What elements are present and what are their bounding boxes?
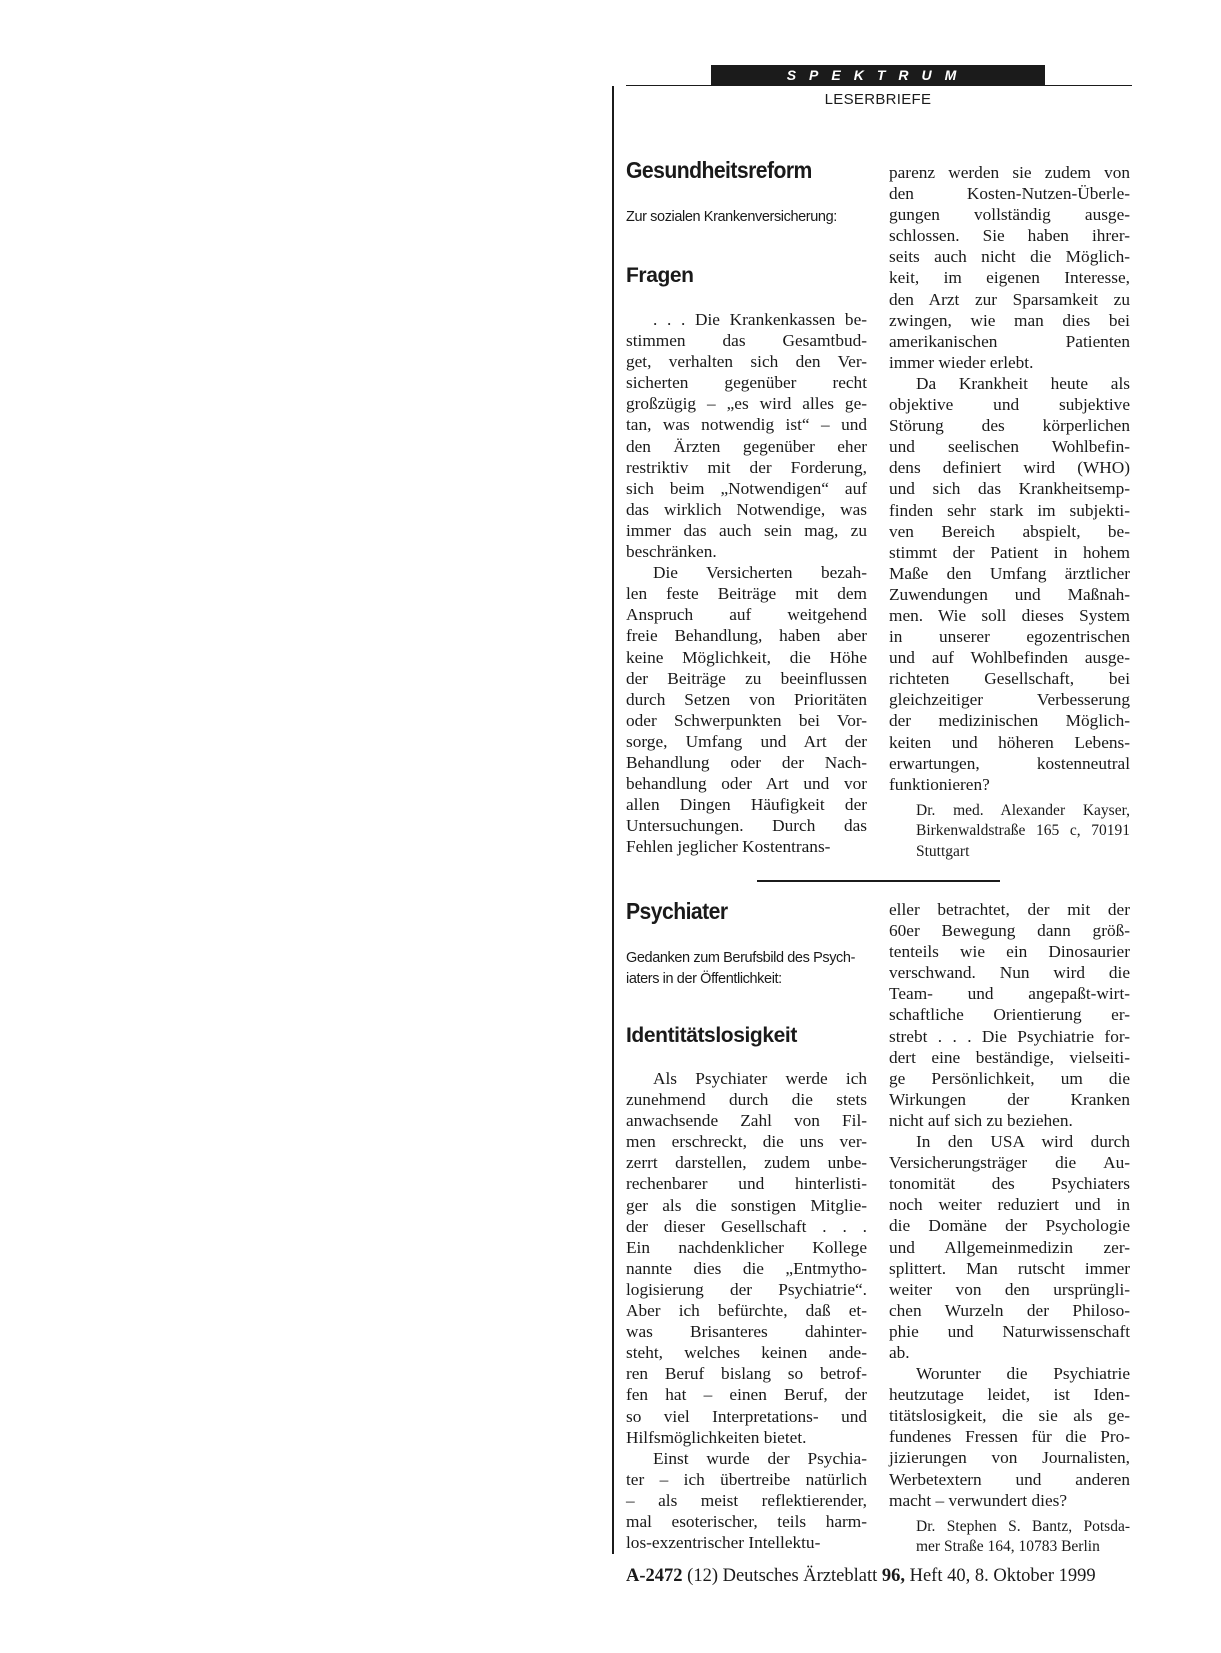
article2-column-1 (626, 1068, 867, 1553)
page-number: (12) (687, 1566, 718, 1586)
text-line: strebt . . . Die Psychiatrie for- (889, 1026, 1130, 1046)
text-line: anwachsende Zahl von Fil- (626, 1111, 867, 1131)
text-line: Behandlung oder der Nach- (626, 752, 867, 772)
text-line: behandlung oder Art und vor (626, 774, 867, 794)
letter-signature (889, 1517, 1130, 1558)
text-line: Einst wurde der Psychia- (653, 1448, 867, 1468)
text-line: Versicherungsträger die Au- (889, 1153, 1130, 1173)
text-line: Als Psychiater werde ich (653, 1069, 867, 1088)
text-line: fen hat – einen Beruf, der (626, 1385, 867, 1405)
text-line: ter – ich übertreibe natürlich (626, 1469, 867, 1489)
article2-letter-title: Identitätslosigkeit (626, 1024, 797, 1047)
text-line: der medizinischen Möglich- (889, 711, 1130, 731)
article2-subtitle-line: Gedanken zum Berufsbild des Psych- (626, 950, 855, 966)
text-line: fundenes Fressen für die Pro- (889, 1427, 1130, 1447)
text-line: oder Schwerpunkten bei Vor- (626, 710, 867, 730)
text-line: Die Versicherten bezah- (653, 563, 867, 583)
text-line: das wirklich Notwendige, was (626, 499, 867, 519)
text-line: jizierungen von Journalisten, (889, 1448, 1130, 1468)
text-line: parenz werden sie zudem von (889, 163, 1130, 182)
article1-title: Gesundheitsreform (626, 157, 812, 183)
text-line: stimmt der Patient in hohem (889, 542, 1130, 562)
text-line: zunehmend durch die stets (626, 1090, 867, 1110)
text-line: immer wieder erlebt. (889, 352, 1034, 372)
text-line: keit, im eigenen Interesse, (889, 268, 1130, 288)
text-line: restriktiv mit der Forderung, (626, 457, 867, 477)
text-line: Da Krankheit heute als (916, 373, 1130, 393)
text-line: freie Behandlung, haben aber (626, 626, 867, 646)
text-line: los-exzentrischer Intellektu- (626, 1533, 821, 1553)
text-line: ven Bereich abspielt, be- (889, 521, 1130, 541)
text-line: – als meist reflektierender, (626, 1490, 867, 1510)
text-line: ab. (889, 1342, 910, 1362)
text-line: den Kosten-Nutzen-Überle- (889, 184, 1130, 204)
text-line: Zuwendungen und Maßnah- (889, 584, 1130, 604)
text-line: 60er Bewegung dann größ- (889, 921, 1130, 941)
article-divider (757, 880, 1000, 882)
article2-title: Psychiater (626, 898, 728, 924)
text-line: so viel Interpretations- und (626, 1406, 867, 1426)
article1-column-2 (889, 162, 1130, 862)
text-line: In den USA wird durch (916, 1132, 1130, 1152)
text-line: verschwand. Nun wird die (889, 963, 1130, 983)
text-line: sicherten gegenüber recht (626, 373, 867, 393)
text-line: weiter von den ursprüngli- (889, 1279, 1130, 1299)
page-code: A-2472 (626, 1566, 683, 1586)
text-line: get, verhalten sich den Ver- (626, 352, 867, 372)
article1-letter-title: Fragen (626, 264, 694, 287)
text-line: amerikanischen Patienten (889, 331, 1130, 351)
article2-subtitle (626, 948, 868, 990)
text-line: schlossen. Sie haben ihrer- (889, 226, 1130, 246)
section-label: LESERBRIEFE (824, 91, 932, 108)
text-line: len feste Beiträge mit dem (626, 584, 867, 604)
text-line: . . . Die Krankenkassen be- (653, 310, 867, 329)
text-line: was Brisanteres dahinter- (626, 1322, 867, 1342)
text-line: keine Möglichkeit, die Höhe (626, 647, 867, 667)
text-line: sich beim „Notwendigen“ auf (626, 478, 867, 498)
text-line: Team- und angepaßt-wirt- (889, 984, 1130, 1004)
text-line: Fehlen jeglicher Kostentrans- (626, 837, 831, 857)
signature-line: Dr. med. Alexander Kayser, (916, 801, 1130, 819)
text-line: in unserer egozentrischen (889, 627, 1130, 647)
text-line: der dieser Gesellschaft . . . (626, 1216, 867, 1236)
article2-column-2 (889, 899, 1130, 1558)
text-line: objektive und subjektive (889, 395, 1130, 415)
text-line: splittert. Man rutscht immer (889, 1258, 1130, 1278)
text-line: Werbetextern und anderen (889, 1469, 1130, 1489)
text-line: schaftliche Orientierung er- (889, 1005, 1130, 1025)
signature-line: Stuttgart (916, 842, 970, 860)
text-line: und auf Wohlbefinden ausge- (889, 648, 1130, 668)
text-line: den Arzt zur Sparsamkeit zu (889, 289, 1130, 309)
text-line: nannte dies die „Entmytho- (626, 1258, 867, 1278)
text-line: allen Dingen Häufigkeit der (626, 795, 867, 815)
text-line: die Domäne der Psychologie (889, 1216, 1130, 1236)
text-line: steht, welches keinen ande- (626, 1343, 867, 1363)
text-line: chen Wurzeln der Philoso- (889, 1300, 1130, 1320)
text-line: Aber ich befürchte, daß et- (626, 1301, 867, 1321)
text-line: Ein nachdenklicher Kollege (626, 1237, 867, 1257)
page-footer (626, 1566, 1151, 1587)
text-line: eller betrachtet, der mit der (889, 900, 1130, 919)
text-line: nicht auf sich zu beziehen. (889, 1110, 1073, 1130)
text-line: ren Beruf bislang so betrof- (626, 1364, 867, 1384)
text-line: Maße den Umfang ärztlicher (889, 563, 1130, 583)
letter-signature (889, 801, 1130, 863)
text-line: men. Wie soll dieses System (889, 605, 1130, 625)
text-line: ger als die sonstigen Mitglie- (626, 1195, 867, 1215)
text-line: heutzutage leidet, ist Iden- (889, 1385, 1130, 1405)
text-line: zwingen, wie man dies bei (889, 310, 1130, 330)
header-rule (626, 85, 1132, 86)
text-line: zerrt darstellen, zudem unbe- (626, 1153, 867, 1173)
text-line: Hilfsmöglichkeiten bietet. (626, 1427, 807, 1447)
signature-line: Birkenwaldstraße 165 c, 70191 (916, 822, 1130, 840)
text-line: tan, was notwendig ist“ – und (626, 415, 867, 435)
text-line: phie und Naturwissenschaft (889, 1321, 1130, 1341)
text-line: noch weiter reduziert und in (889, 1195, 1130, 1215)
text-line: men erschreckt, die uns ver- (626, 1132, 867, 1152)
text-line: dert eine beständige, vielseiti- (889, 1047, 1130, 1067)
text-line: funktionieren? (889, 774, 990, 794)
text-line: Wirkungen der Kranken (889, 1089, 1130, 1109)
text-line: und seelischen Wohlbefin- (889, 437, 1130, 457)
text-line: titätslosigkeit, die sie als ge- (889, 1406, 1130, 1426)
text-line: macht – verwundert dies? (889, 1490, 1068, 1510)
text-line: seits auch nicht die Möglich- (889, 247, 1130, 267)
text-line: dens definiert wird (WHO) (889, 458, 1130, 478)
text-line: den Ärzten gegenüber eher (626, 436, 867, 456)
journal-name: Deutsches Ärzteblatt (722, 1566, 878, 1586)
text-line: ge Persönlichkeit, um die (889, 1068, 1130, 1088)
text-line: richteten Gesellschaft, bei (889, 669, 1130, 689)
article1-subtitle (626, 207, 868, 228)
text-line: beschränken. (626, 542, 717, 562)
text-line: Anspruch auf weitgehend (626, 605, 867, 625)
issue-date: Heft 40, 8. Oktober 1999 (909, 1566, 1096, 1586)
text-line: tonomität des Psychiaters (889, 1174, 1130, 1194)
text-line: finden sehr stark im subjekti- (889, 500, 1130, 520)
column-rule (612, 86, 614, 1554)
text-line: Untersuchungen. Durch das (626, 816, 867, 836)
article1-column-1 (626, 309, 867, 857)
text-line: gleichzeitiger Verbesserung (889, 690, 1130, 710)
text-line: immer das auch sein mag, zu (626, 520, 867, 540)
text-line: durch Setzen von Prioritäten (626, 689, 867, 709)
text-line: logisierung der Psychiatrie“. (626, 1279, 867, 1299)
text-line: Störung des körperlichen (889, 416, 1130, 436)
article1-subtitle-line: Zur sozialen Krankenversicherung: (626, 209, 837, 225)
text-line: sorge, Umfang und Art der (626, 731, 867, 751)
signature-line: Dr. Stephen S. Bantz, Potsda- (916, 1517, 1130, 1535)
signature-line: mer Straße 164, 10783 Berlin (916, 1538, 1100, 1556)
text-line: keiten und höheren Lebens- (889, 732, 1130, 752)
text-line: großzügig – „es wird alles ge- (626, 394, 867, 414)
text-line: rechenbarer und hinterlisti- (626, 1174, 867, 1194)
text-line: der Beiträge zu beeinflussen (626, 668, 867, 688)
section-banner: SPEKTRUM (711, 65, 1045, 85)
journal-volume: 96, (881, 1566, 905, 1586)
text-line: und sich das Krankheitsemp- (889, 479, 1130, 499)
article2-subtitle-line: iaters in der Öffentlichkeit: (626, 971, 782, 987)
text-line: tenteils wie ein Dinosaurier (889, 942, 1130, 962)
text-line: Worunter die Psychiatrie (916, 1364, 1130, 1384)
text-line: und Allgemeinmedizin zer- (889, 1237, 1130, 1257)
text-line: mal esoterischer, teils harm- (626, 1511, 867, 1531)
text-line: gungen vollständig ausge- (889, 205, 1130, 225)
text-line: erwartungen, kostenneutral (889, 753, 1130, 773)
text-line: stimmen das Gesamtbud- (626, 331, 867, 351)
